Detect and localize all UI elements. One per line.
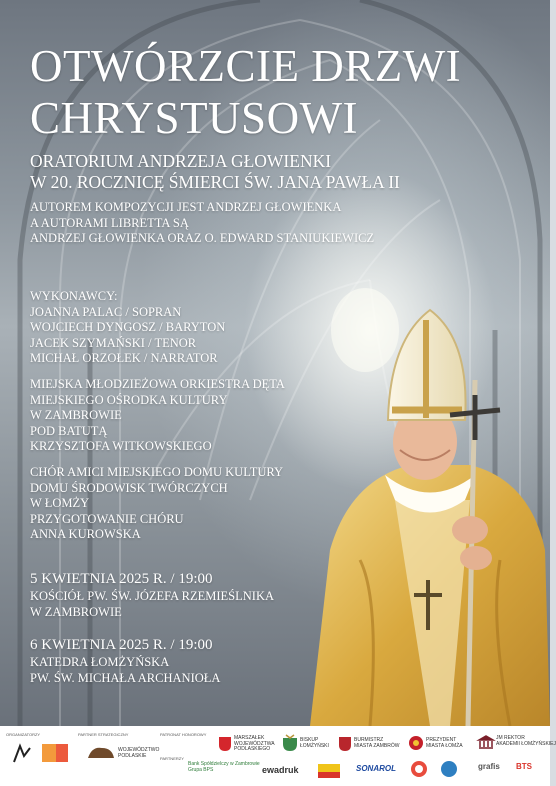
organizer-mok-logo-icon [42, 744, 68, 762]
event-zambrow [30, 570, 274, 620]
podlaskie-crest-icon [218, 736, 232, 752]
sonarol-logo: SONAROL [356, 764, 396, 773]
tv-partner-logo-icon [440, 760, 458, 778]
orchestra-line: POD BATUTĄ [30, 423, 108, 438]
organizers-label: ORGANIZATORZY [6, 732, 41, 737]
marszalek-logo: MARSZAŁEK WOJEWÓDZTWA PODLASKIEGO [234, 735, 275, 752]
authors-line: A AUTORAMI LIBRETTA SĄ [30, 215, 189, 230]
rektor-logo: JM REKTOR AKADEMII ŁOMŻYŃSKIEJ [496, 735, 556, 747]
authors-line: ANDRZEJ GŁOWIENKA ORAZ O. EDWARD STANIUKIEWICZ [30, 231, 375, 245]
orchestra-line: W ZAMBROWIE [30, 408, 122, 422]
orchestra-line: KRZYSZTOFA WITKOWSKIEGO [30, 439, 212, 453]
choir-line: PRZYGOTOWANIE CHÓRU [30, 511, 184, 526]
choir-credits [30, 465, 283, 543]
grafis-logo: grafis [478, 762, 500, 771]
orchestra-credits [30, 377, 285, 455]
choir-line: W ŁOMŻY [30, 496, 90, 510]
event-place: KATEDRA ŁOMŻYŃSKA [30, 655, 170, 669]
event-place: PW. ŚW. MICHAŁA ARCHANIOŁA [30, 670, 221, 685]
choir-line: DOMU ŚRODOWISK TWÓRCZYCH [30, 480, 228, 495]
strategic-partner-label: PARTNER STRATEGICZNY [78, 732, 129, 737]
performers-line: JACEK SZYMAŃSKI / TENOR [30, 335, 197, 350]
bts-logo: BTS [516, 762, 532, 771]
biskup-logo: BISKUP ŁOMŻYŃSKI [300, 737, 329, 749]
orchestra-line: MIEJSKIEGO OŚRODKA KULTURY [30, 392, 228, 407]
organizer-logo-icon [10, 742, 34, 766]
academy-building-icon [478, 735, 494, 749]
event-place: W ZAMBROWIE [30, 604, 122, 619]
wojewodztwo-podlaskie-logo: WOJEWÓDZTWO PODLASKIE [118, 747, 160, 759]
ewadruk-logo: ewadruk [262, 765, 299, 775]
media-partner-logo-icon [318, 764, 340, 778]
partners-label: PARTNERZY [160, 756, 184, 761]
title-line: CHRYSTUSOWI [30, 93, 359, 143]
title-line: OTWÓRZCIE DRZWI [30, 41, 462, 91]
performers-line: JOANNA PALAC / SOPRAN [30, 304, 182, 319]
prezydent-logo: PREZYDENT MIASTA ŁOMŻA [426, 737, 463, 749]
orchestra-line: MIEJSKA MŁODZIEŻOWA ORKIESTRA DĘTA [30, 377, 285, 391]
event-date: 5 KWIETNIA 2025 R. / 19:00 [30, 571, 213, 587]
authors-credits [30, 200, 374, 247]
bison-logo-icon [86, 744, 116, 760]
subtitle-line: ORATORIUM ANDRZEJA GŁOWIENKI [30, 151, 332, 171]
honorary-patronage-label: PATRONAT HONOROWY [160, 732, 207, 737]
event-place: KOŚCIÓŁ PW. ŚW. JÓZEFA RZEMIEŚLNIKA [30, 589, 275, 603]
event-lomza [30, 636, 220, 686]
lomza-crest-icon [408, 735, 424, 751]
poster-title [30, 40, 461, 144]
performers-line: WYKONAWCY: [30, 289, 118, 303]
poster-subtitle [30, 151, 400, 193]
choir-line: CHÓR AMICI MIEJSKIEGO DOMU KULTURY [30, 465, 284, 479]
performers-list [30, 289, 225, 367]
burmistrz-logo: BURMISTRZ MIASTA ZAMBRÓW [354, 737, 400, 749]
choir-line: ANNA KUROWSKA [30, 527, 141, 541]
bank-logo: Bank Spółdzielczy w Zambrowie Grupa BPS [188, 761, 260, 773]
subtitle-line: W 20. ROCZNICĘ ŚMIERCI ŚW. JANA PAWŁA II [30, 172, 400, 192]
pope-john-paul-ii-illustration [300, 300, 550, 726]
authors-line: AUTOREM KOMPOZYCJI JEST ANDRZEJ GŁOWIENKA [30, 200, 342, 214]
radio-partner-logo-icon [410, 760, 428, 778]
zambrow-crest-icon [338, 736, 352, 752]
sponsors-strip [0, 726, 556, 786]
performers-line: WOJCIECH DYNGOSZ / BARYTON [30, 320, 226, 334]
event-date: 6 KWIETNIA 2025 R. / 19:00 [30, 637, 213, 653]
bishop-crest-icon [282, 734, 298, 752]
performers-line: MICHAŁ ORZOŁEK / NARRATOR [30, 351, 218, 365]
